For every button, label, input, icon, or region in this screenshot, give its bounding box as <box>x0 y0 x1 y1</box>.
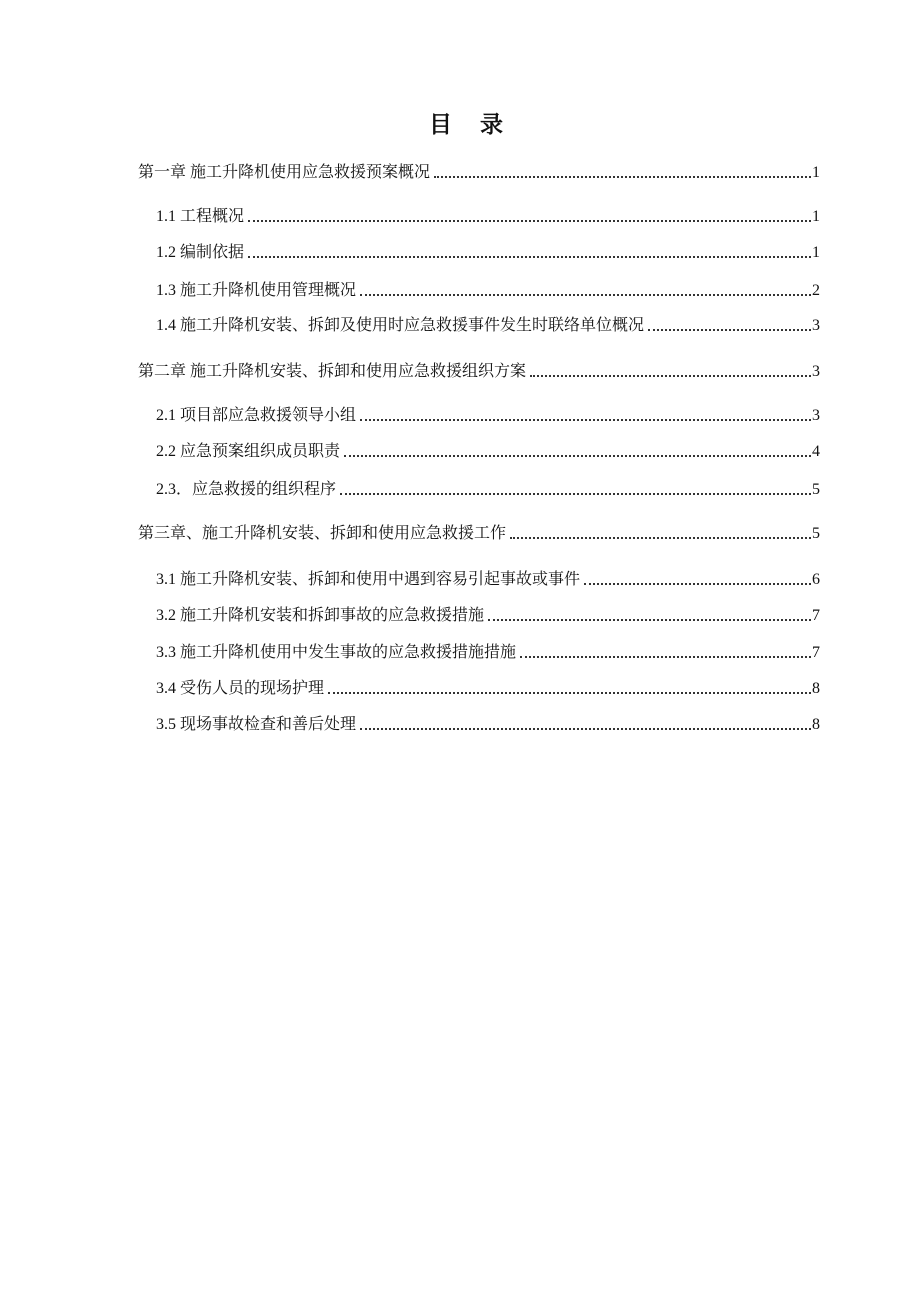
toc-section-entry[interactable] <box>156 678 820 700</box>
toc-entry-label: 1.2 编制依据 <box>156 244 245 261</box>
toc-section-entry[interactable] <box>156 714 820 736</box>
toc-entry-page: 5 <box>812 525 820 542</box>
toc-entry-page: 4 <box>812 443 820 460</box>
toc-entry-page: 7 <box>812 607 820 624</box>
toc-chapter-entry[interactable] <box>138 523 820 545</box>
toc-entry-page: 1 <box>812 164 820 181</box>
toc-chapter-entry[interactable] <box>138 162 820 184</box>
dot-leader <box>648 329 811 331</box>
toc-entry-page: 8 <box>812 716 820 733</box>
toc-entry-label: 2.1 项目部应急救援领导小组 <box>156 407 357 424</box>
dot-leader <box>530 375 811 377</box>
toc-section-entry[interactable] <box>156 642 820 664</box>
dot-leader <box>360 294 811 296</box>
toc-title: 目录 <box>429 112 531 137</box>
toc-entry-label: 2.2 应急预案组织成员职责 <box>156 443 341 460</box>
toc-entry-label: 第二章 施工升降机安装、拆卸和使用应急救援组织方案 <box>138 363 527 380</box>
dot-leader <box>520 656 811 658</box>
toc-entry-label: 第一章 施工升降机使用应急救援预案概况 <box>138 164 431 181</box>
dot-leader <box>328 692 811 694</box>
toc-entry-label: 3.2 施工升降机安装和拆卸事故的应急救援措施 <box>156 607 485 624</box>
toc-entry-label: 2.3．应急救援的组织程序 <box>156 481 337 498</box>
dot-leader <box>344 455 811 457</box>
toc-entry-label: 3.4 受伤人员的现场护理 <box>156 680 325 697</box>
toc-section-entry[interactable] <box>156 479 820 501</box>
toc-entry-page: 1 <box>812 244 820 261</box>
toc-entry-page: 3 <box>812 317 820 334</box>
toc-entry-page: 5 <box>812 481 820 498</box>
toc-entry-page: 7 <box>812 644 820 661</box>
toc-section-entry[interactable] <box>156 206 820 228</box>
toc-entry-page: 1 <box>812 208 820 225</box>
dot-leader <box>248 220 811 222</box>
dot-leader <box>360 419 811 421</box>
dot-leader <box>340 493 811 495</box>
toc-entry-page: 8 <box>812 680 820 697</box>
dot-leader <box>434 176 811 178</box>
toc-entry-page: 3 <box>812 363 820 380</box>
toc-entry-label: 1.1 工程概况 <box>156 208 245 225</box>
dot-leader <box>488 619 811 621</box>
toc-entry-page: 6 <box>812 571 820 588</box>
toc-entry-label: 3.5 现场事故检查和善后处理 <box>156 716 357 733</box>
toc-entry-label: 第三章、施工升降机安装、拆卸和使用应急救援工作 <box>138 525 507 542</box>
toc-entry-label: 1.4 施工升降机安装、拆卸及使用时应急救援事件发生时联络单位概况 <box>156 317 645 334</box>
toc-section-entry[interactable] <box>156 242 820 264</box>
toc-entry-page: 3 <box>812 407 820 424</box>
toc-section-entry[interactable] <box>156 605 820 627</box>
toc-section-entry[interactable] <box>156 315 820 337</box>
dot-leader <box>360 728 811 730</box>
dot-leader <box>584 583 811 585</box>
toc-section-entry[interactable] <box>156 441 820 463</box>
toc-chapter-entry[interactable] <box>138 361 820 383</box>
dot-leader <box>248 256 811 258</box>
toc-entry-label: 3.3 施工升降机使用中发生事故的应急救援措施措施 <box>156 644 517 661</box>
toc-entry-page: 2 <box>812 282 820 299</box>
dot-leader <box>510 537 811 539</box>
toc-entry-label: 1.3 施工升降机使用管理概况 <box>156 282 357 299</box>
toc-section-entry[interactable] <box>156 569 820 591</box>
toc-section-entry[interactable] <box>156 405 820 427</box>
toc-section-entry[interactable] <box>156 280 820 302</box>
toc-entry-label: 3.1 施工升降机安装、拆卸和使用中遇到容易引起事故或事件 <box>156 571 581 588</box>
